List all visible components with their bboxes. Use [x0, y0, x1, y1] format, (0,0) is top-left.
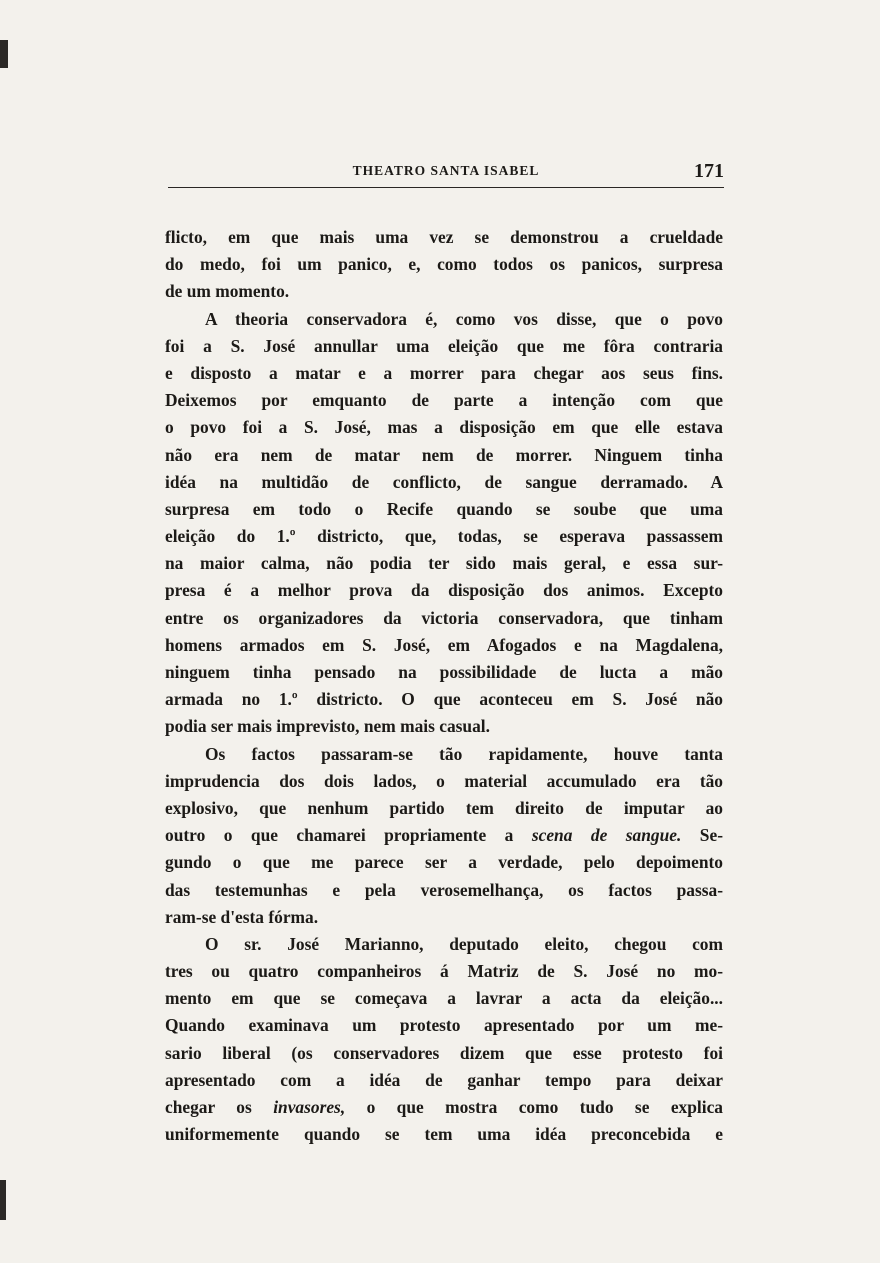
text-line: O sr. José Marianno, deputado eleito, chegou com	[205, 933, 723, 954]
text-line-with-emphasis	[165, 822, 723, 849]
page-edge-shadow	[0, 1180, 6, 1220]
text-line: o povo foi a S. José, mas a disposição em que elle estava	[165, 417, 723, 438]
text-line: sario liberal (os conservadores dizem que esse protesto foi	[165, 1042, 723, 1063]
text-line: eleição do 1.º districto, que, todas, se esperava passassem	[165, 526, 723, 547]
text-line: idéa na multidão de conflicto, de sangue derramado. A	[165, 471, 723, 492]
text-line: ninguem tinha pensado na possibilidade de lucta a mão	[165, 662, 723, 682]
page-edge-shadow	[0, 40, 8, 68]
text-line: armada no 1.º districto. O que aconteceu em S. José não	[165, 689, 723, 710]
running-head	[168, 160, 724, 186]
text-line: mento em que se começava a lavrar a acta da eleição...	[165, 988, 723, 1009]
text-run: outro o que chamarei propriamente a	[165, 825, 532, 846]
header-rule	[168, 187, 724, 188]
emphasis-text: invasores,	[273, 1097, 346, 1117]
text-line: do medo, foi um panico, e, como todos os panicos, surpresa	[165, 254, 723, 275]
text-line: flicto, em que mais uma vez se demonstrou a crueldade	[165, 227, 723, 247]
text-line: Deixemos por emquanto de parte a intenção com que	[165, 390, 723, 411]
running-title: THEATRO SANTA ISABEL	[352, 163, 540, 178]
text-line: Quando examinava um protesto apresentado por um me-	[165, 1015, 723, 1036]
text-line: A theoria conservadora é, como vos disse, que o povo	[205, 308, 723, 329]
body-text	[165, 224, 723, 1148]
text-line: gundo o que me parece ser a verdade, pelo depoimento	[165, 852, 723, 873]
text-line: entre os organizadores da victoria conservadora, que tinham	[165, 607, 723, 628]
page-number: 171	[694, 160, 724, 182]
text-line: das testemunhas e pela verosemelhança, os factos passa-	[165, 879, 723, 900]
text-line: foi a S. José annullar uma eleição que me fôra contraria	[165, 335, 723, 356]
text-line: podia ser mais imprevisto, nem mais casual.	[165, 716, 490, 737]
text-line: não era nem de matar nem de morrer. Ninguem tinha	[165, 444, 723, 465]
text-line: de um momento.	[165, 281, 290, 302]
text-line: na maior calma, não podia ter sido mais geral, e essa sur-	[165, 553, 723, 574]
text-line: e disposto a matar e a morrer para chegar aos seus fins.	[165, 362, 723, 383]
text-line-with-emphasis	[165, 1094, 723, 1121]
text-line: apresentado com a idéa de ganhar tempo para deixar	[165, 1069, 723, 1090]
emphasis-text: scena de sangue.	[531, 825, 682, 846]
text-run: o que mostra como tudo se explica	[345, 1097, 723, 1117]
text-line: ram-se d'esta fórma.	[165, 906, 319, 927]
text-line: uniformemente quando se tem uma idéa preconcebida e	[165, 1124, 723, 1145]
text-line: tres ou quatro companheiros á Matriz de S. José no mo-	[165, 961, 723, 982]
text-line: presa é a melhor prova da disposição dos animos. Excepto	[165, 580, 723, 601]
text-run: chegar os	[165, 1097, 274, 1117]
text-line: explosivo, que nenhum partido tem direito de imputar ao	[165, 797, 723, 818]
text-run: Se-	[681, 825, 723, 846]
text-line: Os factos passaram-se tão rapidamente, houve tanta	[205, 743, 723, 764]
text-line: imprudencia dos dois lados, o material accumulado era tão	[165, 770, 723, 791]
text-line: homens armados em S. José, em Afogados e na Magdalena,	[165, 634, 723, 655]
text-line: surpresa em todo o Recife quando se soube que uma	[165, 498, 723, 519]
